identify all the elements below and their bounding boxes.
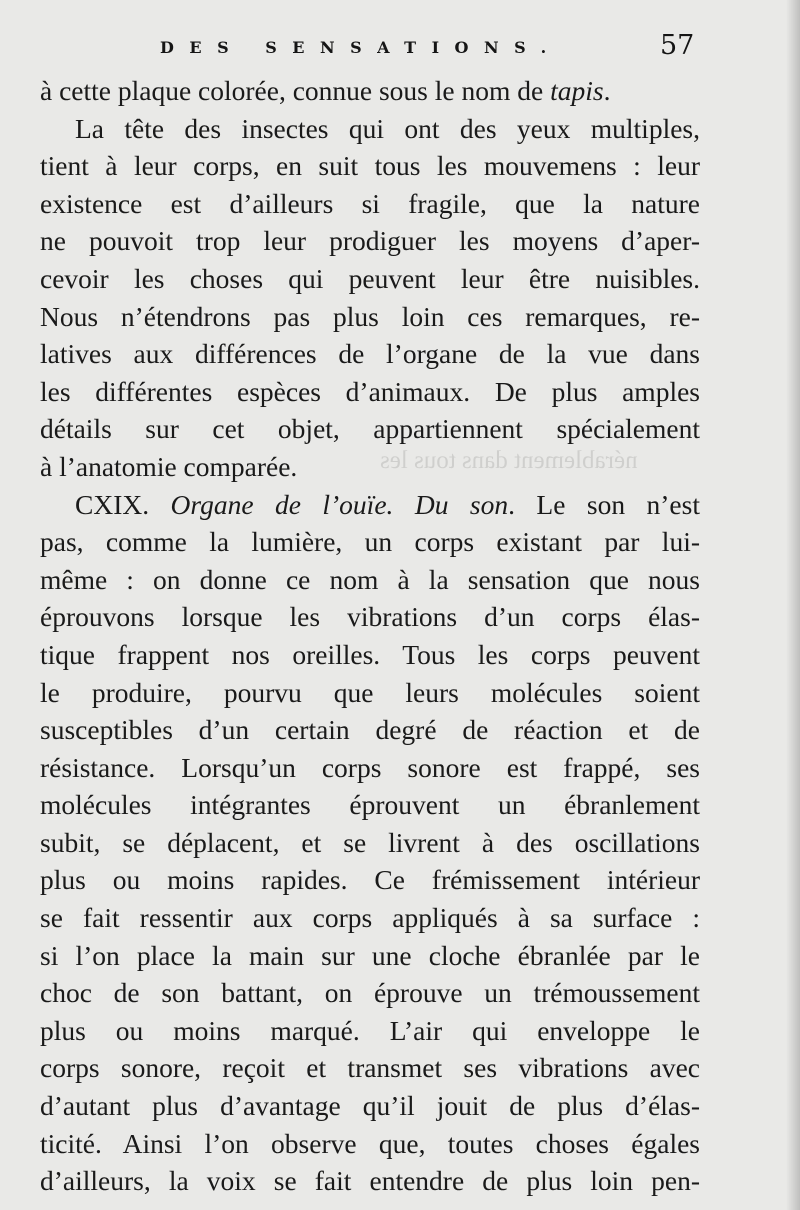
text-line — [40, 749, 700, 787]
text-segment: résistance. Lorsqu’un corps sonore est frappé, ses — [40, 751, 700, 783]
text-segment: tique frappent nos oreilles. Tous les corps peuvent — [40, 638, 700, 670]
text-line — [40, 1087, 700, 1125]
text-line — [40, 373, 700, 411]
text-line — [40, 1012, 700, 1050]
running-head — [0, 30, 800, 64]
text-segment: d’autant plus d’avantage qu’il jouit de plus d’élas- — [40, 1090, 700, 1122]
text-segment: d’ailleurs, la voix se fait entendre de plus loin pen- — [40, 1165, 700, 1197]
text-line — [40, 674, 700, 712]
text-segment: les différentes espèces d’animaux. De plus amples — [40, 375, 700, 407]
text-line — [40, 899, 700, 937]
text-segment: si l’on place la main sur une cloche ébranlée par le — [40, 939, 700, 971]
text-segment: cevoir les choses qui peuvent leur être nuisibles. — [40, 262, 700, 294]
text-segment: . — [603, 75, 611, 106]
text-line — [40, 335, 700, 373]
text-line — [40, 260, 700, 298]
text-segment: ticité. Ainsi l’on observe que, toutes choses égales — [40, 1127, 700, 1159]
text-line — [40, 824, 700, 862]
text-segment: tient à leur corps, en suit tous les mouvemens : leur — [40, 150, 700, 182]
text-line — [40, 974, 700, 1012]
text-segment: se fait ressentir aux corps appliqués à sa surface : — [40, 902, 700, 934]
text-line — [40, 110, 700, 148]
italic-text: Organe de l’ouïe. Du son — [170, 488, 509, 520]
text-line — [40, 523, 700, 561]
text-segment: à cette plaque colorée, connue sous le nom de — [40, 75, 551, 106]
text-segment: détails sur cet objet, appartiennent spécialement — [40, 413, 700, 445]
text-line — [40, 486, 700, 524]
running-title: DES SENSATIONS. — [160, 38, 562, 57]
text-line — [40, 72, 700, 110]
text-line — [40, 448, 700, 486]
body-text — [40, 72, 700, 1200]
text-line — [40, 147, 700, 185]
text-line — [40, 222, 700, 260]
page-number: 57 — [660, 30, 695, 61]
text-segment: CXIX. — [75, 488, 171, 520]
text-line — [40, 1125, 700, 1163]
text-segment: pas, comme la lumière, un corps existant par lui- — [40, 526, 700, 558]
text-segment: . Le son n’est — [508, 488, 700, 520]
text-line — [40, 636, 700, 674]
text-line — [40, 561, 700, 599]
text-segment: ne pouvoit trop leur prodiguer les moyens d’aper- — [40, 225, 700, 257]
text-segment: plus ou moins rapides. Ce frémissement intérieur — [40, 864, 700, 896]
text-segment: à l’anatomie comparée. — [40, 450, 298, 482]
text-line — [40, 861, 700, 899]
text-segment: existence est d’ailleurs si fragile, que la nature — [40, 187, 700, 219]
italic-text: tapis — [550, 75, 604, 106]
bleed-through-text: nérablement dans tous les — [380, 447, 638, 474]
text-segment: molécules intégrantes éprouvent un ébranlement — [40, 789, 700, 821]
text-line — [40, 711, 700, 749]
text-line — [40, 937, 700, 975]
text-segment: plus ou moins marqué. L’air qui enveloppe le — [40, 1014, 700, 1046]
text-line — [40, 185, 700, 223]
text-line — [40, 1049, 700, 1087]
text-segment: éprouvons lorsque les vibrations d’un corps élas- — [40, 601, 700, 633]
text-line — [40, 598, 700, 636]
text-segment: La tête des insectes qui ont des yeux multiples, — [75, 112, 700, 144]
text-segment: le produire, pourvu que leurs molécules soient — [40, 676, 700, 708]
text-line — [40, 410, 700, 448]
text-line — [40, 786, 700, 824]
text-line — [40, 1162, 700, 1200]
text-segment: Nous n’étendrons pas plus loin ces remarques, re- — [40, 300, 700, 332]
text-line — [40, 298, 700, 336]
text-segment: latives aux différences de l’organe de la vue dans — [40, 338, 700, 370]
text-segment: subit, se déplacent, et se livrent à des oscillations — [40, 826, 700, 858]
text-segment: choc de son battant, on éprouve un trémoussement — [40, 977, 700, 1009]
text-segment: susceptibles d’un certain degré de réaction et de — [40, 714, 700, 746]
text-segment: corps sonore, reçoit et transmet ses vibrations avec — [40, 1052, 700, 1084]
text-segment: même : on donne ce nom à la sensation que nous — [40, 563, 700, 595]
